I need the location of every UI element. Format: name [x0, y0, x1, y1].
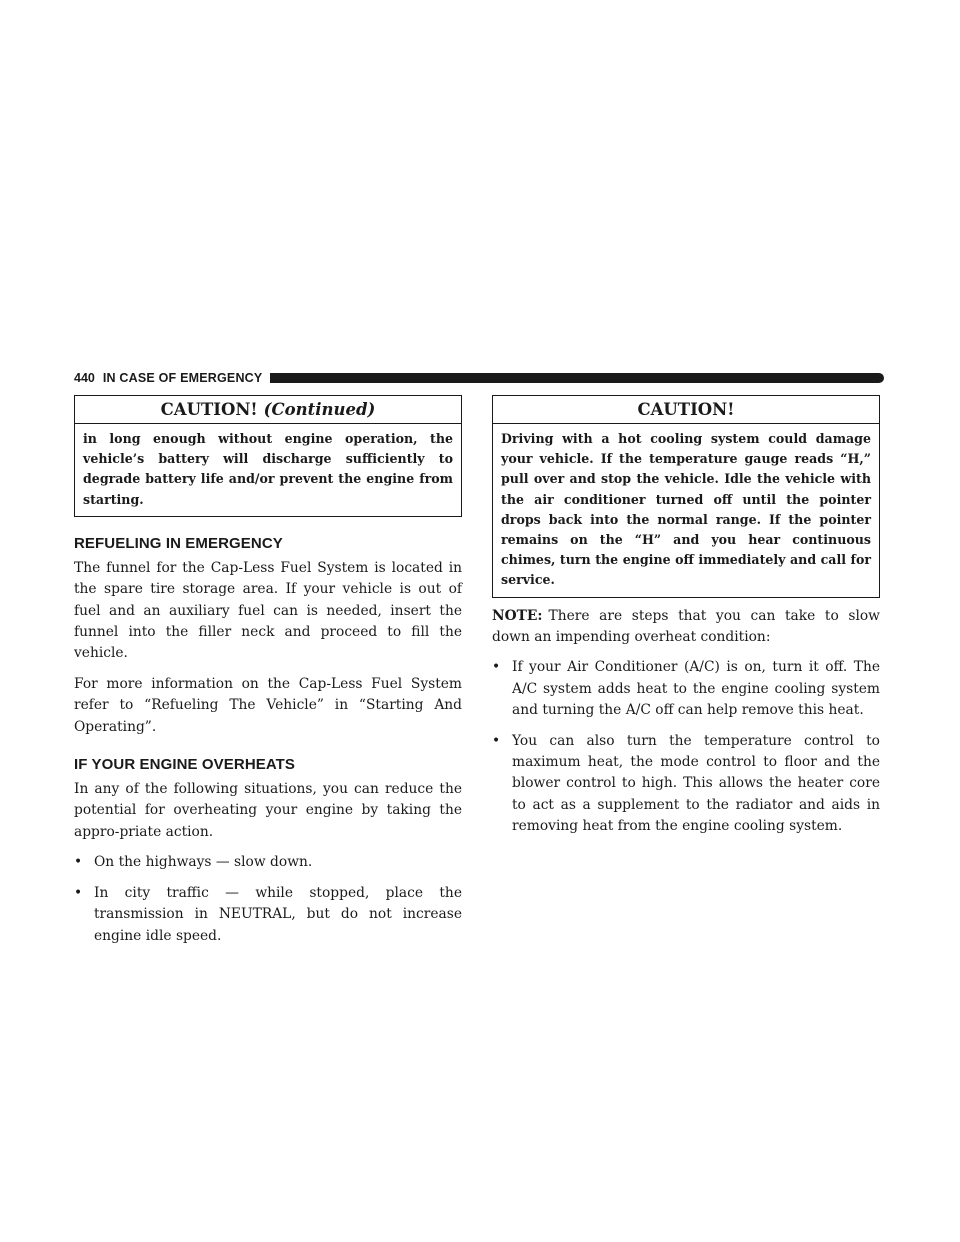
- refueling-paragraph-1: The funnel for the Cap-Less Fuel System is located in the spare tire storage area. If your vehicle is out of fuel and an auxiliary fuel can is needed, insert the funnel into the filler neck and proceed to fill the vehicle.: [74, 559, 462, 662]
- bullet-icon: •: [74, 854, 83, 871]
- list-item-text: In city traffic — while stopped, place the transmission in NEUTRAL, but do not increase engine idle speed.: [94, 884, 462, 944]
- list-item: [492, 657, 880, 721]
- caution-continued-label: (Continued): [263, 400, 376, 419]
- note-paragraph: [492, 606, 880, 649]
- list-item-text: If your Air Conditioner (A/C) is on, turn it off. The A/C system adds heat to the engine cooling system and turning the A/C off can help remove this heat.: [512, 659, 880, 719]
- caution-text: Driving with a hot cooling system could damage your vehicle. If the temperature gauge reads “H,” pull over and stop the vehicle. Idle the vehicle with the air conditioner turned off until the pointer drops back into the normal range. If the pointer remains on the “H” and you hear continuous chimes, turn the engine off immediately and call for service.: [501, 431, 871, 588]
- section-title: IN CASE OF EMERGENCY: [102, 371, 263, 385]
- right-column: [492, 395, 880, 847]
- list-item-text: On the highways — slow down.: [94, 854, 313, 871]
- bullet-icon: •: [492, 659, 501, 676]
- overheat-bullet-list: [74, 852, 462, 947]
- caution-text: in long enough without engine operation, the vehicle’s battery will discharge sufficiently to degrade battery life and/or prevent the engine from starting.: [83, 431, 453, 507]
- refueling-paragraph-2: For more information on the Cap-Less Fuel System refer to “Refueling The Vehicle” in “Starting And Operating”.: [74, 675, 462, 735]
- overheat-intro: In any of the following situations, you can reduce the potential for overheating your engine by taking the appro-priate action.: [74, 781, 462, 840]
- overheat-steps-list: [492, 657, 880, 837]
- caution-box-hot-cooling: [492, 395, 880, 598]
- bullet-icon: •: [74, 884, 83, 901]
- header-rule: [270, 373, 884, 383]
- list-item: [492, 731, 880, 838]
- caution-header: [75, 396, 461, 424]
- note-label: NOTE:: [492, 607, 543, 624]
- refueling-heading: REFUELING IN EMERGENCY: [74, 534, 283, 552]
- list-item: [74, 883, 462, 947]
- left-column: [74, 395, 462, 956]
- caution-box-continued: [74, 395, 462, 517]
- page-header: [74, 370, 884, 386]
- overheat-heading: IF YOUR ENGINE OVERHEATS: [74, 756, 296, 774]
- list-item-text: You can also turn the temperature control to maximum heat, the mode control to floor and the blower control to high. This allows the heater core to act as a supplement to the radiator and aids in removing heat from the engine cooling system.: [512, 732, 880, 835]
- caution-title: CAUTION!: [160, 400, 258, 419]
- caution-title: CAUTION!: [637, 400, 735, 419]
- list-item: [74, 852, 462, 873]
- bullet-icon: •: [492, 732, 501, 749]
- page-number: 440: [74, 371, 95, 385]
- note-text: There are steps that you can take to slow down an impending overheat condition:: [492, 607, 880, 646]
- caution-header: [493, 396, 879, 424]
